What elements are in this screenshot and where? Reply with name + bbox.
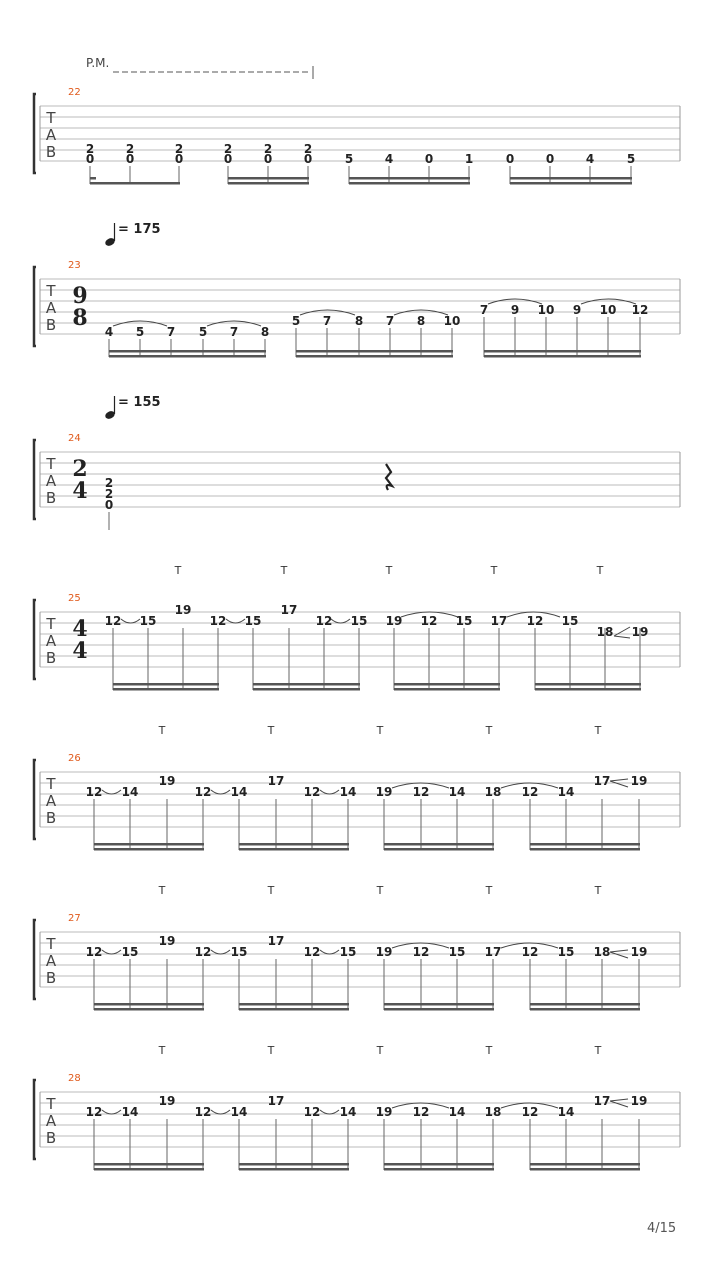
staff-system-28 [34,1080,680,1159]
slide-line [610,779,628,781]
fret-number: 15 [455,614,473,628]
fret-number: 10 [443,314,461,328]
fret-number: 19 [630,945,648,959]
fret-number: 14 [557,1105,575,1119]
fret-number: 17 [593,1094,611,1108]
beam-secondary [296,350,453,353]
beam [94,1008,204,1011]
tap-marker: T [376,1044,384,1057]
fret-number: 9 [510,303,520,317]
fret-number: 12 [521,945,539,959]
tap-marker: T [174,564,182,577]
time-signature-bottom: 4 [72,638,88,664]
fret-number: 15 [557,945,575,959]
tempo-marking: = 175 [118,222,161,237]
fret-number: 19 [375,785,393,799]
fret-number: 12 [526,614,544,628]
slide-line [610,1099,628,1101]
fret-number: 12 [194,1105,212,1119]
fret-number: 15 [339,945,357,959]
beam-secondary [510,177,632,180]
fret-number: 0 [174,152,184,166]
measure-number: 28 [68,1073,81,1084]
staff-system-23 [34,267,680,346]
fret-number: 18 [596,625,614,639]
beam-secondary [253,683,360,686]
beam-secondary [394,683,500,686]
fret-number: 18 [484,1105,502,1119]
fret-number: 12 [104,614,122,628]
fret-number: 5 [198,325,208,339]
beam-secondary [94,843,204,846]
tab-letter-a: A [45,952,57,970]
beam-secondary [530,1003,640,1006]
tap-marker: T [158,1044,166,1057]
fret-number: 2 [303,142,313,156]
fret-number: 4 [585,152,595,166]
fret-number: 7 [229,325,239,339]
measure-number: 25 [68,593,81,604]
tap-marker: T [594,1044,602,1057]
tap-marker: T [158,884,166,897]
tab-letter-a: A [45,632,57,650]
beam [239,1168,349,1171]
beam-secondary [349,177,470,180]
tab-letter-t: T [46,455,56,473]
fret-number: 4 [104,325,114,339]
tap-marker: T [158,724,166,737]
fret-number: 15 [121,945,139,959]
beam-secondary [384,1003,494,1006]
fret-number: 2 [263,142,273,156]
tab-letter-t: T [46,1095,56,1113]
fret-number: 19 [174,603,192,617]
tap-marker: T [485,1044,493,1057]
fret-number: 19 [630,1094,648,1108]
fret-number: 15 [244,614,262,628]
tab-letter-t: T [46,615,56,633]
fret-number: 2 [174,142,184,156]
fret-number: 5 [626,152,636,166]
tap-marker: T [280,564,288,577]
tab-letter-b: B [45,969,57,987]
hammer-on-slur [226,619,245,623]
staff-system-26 [34,760,680,839]
measure-number: 26 [68,753,81,764]
time-signature-top: 4 [72,616,88,642]
beam [394,688,500,691]
beam [510,182,632,185]
system-bracket [34,267,36,346]
hammer-on-slur [320,790,339,794]
fret-number: 17 [267,774,285,788]
fret-number: 7 [322,314,332,328]
fret-number: 0 [424,152,434,166]
fret-number: 0 [303,152,313,166]
tab-letter-t: T [46,775,56,793]
tap-marker: T [376,884,384,897]
fret-number: 17 [484,945,502,959]
fret-number: 12 [194,945,212,959]
time-signature-top: 9 [72,283,88,309]
fret-number: 9 [572,303,582,317]
beam-secondary [384,1163,494,1166]
tap-marker: T [485,724,493,737]
beam [530,848,640,851]
fret-number: 8 [260,325,270,339]
hammer-on-slur [121,619,140,623]
tap-marker: T [594,724,602,737]
tap-marker: T [385,564,393,577]
fret-number: 4 [384,152,394,166]
fret-number: 8 [354,314,364,328]
beam [384,1008,494,1011]
beam-secondary [535,683,641,686]
fret-number: 2 [125,142,135,156]
fret-number: 14 [557,785,575,799]
slide-line [610,952,628,958]
fret-number: 19 [375,1105,393,1119]
beam [349,182,470,185]
fret-number: 12 [420,614,438,628]
beam-secondary [94,1003,204,1006]
fret-number: 10 [537,303,555,317]
beam [94,1168,204,1171]
tab-letter-a: A [45,126,57,144]
fret-number: 12 [85,945,103,959]
fret-number: 8 [416,314,426,328]
fret-number: 12 [303,945,321,959]
beam-secondary [530,1163,640,1166]
fret-number: 0 [104,498,114,512]
fret-number: 5 [344,152,354,166]
beam-secondary [228,177,309,180]
fret-number: 17 [280,603,298,617]
fret-number: 12 [194,785,212,799]
fret-number: 12 [631,303,649,317]
page-number: 4/15 [647,1221,677,1236]
beam-secondary [239,843,349,846]
time-signature-bottom: 8 [72,305,88,331]
hammer-on-slur [102,950,121,954]
fret-number: 14 [230,785,248,799]
fret-number: 12 [521,1105,539,1119]
fret-number: 7 [166,325,176,339]
fret-number: 15 [448,945,466,959]
quarter-rest-icon [386,464,392,490]
fret-number: 7 [479,303,489,317]
tab-letter-b: B [45,143,57,161]
fret-number: 12 [315,614,333,628]
beam [530,1008,640,1011]
slide-line [610,1101,628,1107]
system-bracket [34,600,36,679]
hammer-on-slur [320,1110,339,1114]
fret-number: 14 [121,1105,139,1119]
tab-letter-t: T [46,109,56,127]
hammer-on-slur [102,790,121,794]
tab-letter-b: B [45,809,57,827]
tab-letter-a: A [45,472,57,490]
hammer-on-slur [320,950,339,954]
fret-number: 12 [303,1105,321,1119]
beam [384,848,494,851]
palm-mute-label: P.M. [86,56,110,70]
fret-number: 19 [375,945,393,959]
fret-number: 12 [412,945,430,959]
system-bracket [34,760,36,839]
staff-system-27 [34,920,680,999]
fret-number: 14 [339,785,357,799]
tap-marker: T [485,884,493,897]
fret-number: 12 [303,785,321,799]
fret-number: 0 [545,152,555,166]
tap-marker: T [490,564,498,577]
beam [253,688,360,691]
fret-number: 12 [209,614,227,628]
fret-number: 2 [104,476,114,490]
fret-number: 0 [263,152,273,166]
tab-letter-t: T [46,282,56,300]
tempo-marking: = 155 [118,395,161,410]
staff-system-25 [34,600,680,679]
tap-marker: T [596,564,604,577]
beam [113,688,219,691]
beam [90,182,180,185]
fret-number: 2 [85,142,95,156]
beam [530,1168,640,1171]
beam [484,355,641,358]
beam [228,182,309,185]
fret-number: 15 [350,614,368,628]
fret-number: 0 [223,152,233,166]
tap-marker: T [267,724,275,737]
tab-letter-t: T [46,935,56,953]
tap-marker: T [267,884,275,897]
fret-number: 18 [484,785,502,799]
fret-number: 19 [631,625,649,639]
beam-secondary [239,1003,349,1006]
fret-number: 14 [448,785,466,799]
fret-number: 15 [139,614,157,628]
hammer-on-slur [211,790,230,794]
fret-number: 5 [135,325,145,339]
slide-line [610,781,628,787]
measure-number: 24 [68,433,81,444]
fret-number: 17 [267,1094,285,1108]
beam [239,1008,349,1011]
beam-secondary [384,843,494,846]
fret-number: 12 [85,785,103,799]
tab-letter-b: B [45,1129,57,1147]
slide-line [614,636,630,638]
beam [239,848,349,851]
fret-number: 12 [412,785,430,799]
beam-secondary [530,843,640,846]
fret-number: 10 [599,303,617,317]
measure-number: 22 [68,87,81,98]
fret-number: 12 [412,1105,430,1119]
system-bracket [34,440,36,519]
slide-line [614,627,630,636]
fret-number: 0 [85,152,95,166]
fret-number: 19 [158,774,176,788]
fret-number: 19 [158,934,176,948]
fret-number: 14 [121,785,139,799]
fret-number: 17 [593,774,611,788]
hammer-on-slur [331,619,350,623]
staff-system-24 [34,440,680,519]
fret-number: 2 [223,142,233,156]
fret-number: 19 [385,614,403,628]
measure-number: 23 [68,260,81,271]
fret-number: 17 [490,614,508,628]
fret-number: 14 [339,1105,357,1119]
beam-secondary [484,350,641,353]
beam-secondary [94,1163,204,1166]
hammer-on-slur [211,1110,230,1114]
fret-number: 14 [230,1105,248,1119]
fret-number: 14 [448,1105,466,1119]
beam [535,688,641,691]
beam-secondary [239,1163,349,1166]
fret-number: 15 [561,614,579,628]
tap-marker: T [376,724,384,737]
tab-letter-a: A [45,1112,57,1130]
system-bracket [34,94,36,173]
fret-number: 7 [385,314,395,328]
beam [94,848,204,851]
measure-number: 27 [68,913,81,924]
beam [296,355,453,358]
hammer-on-slur [211,950,230,954]
tab-letter-b: B [45,316,57,334]
fret-number: 0 [125,152,135,166]
tap-marker: T [594,884,602,897]
time-signature-top: 2 [72,456,88,482]
fret-number: 12 [521,785,539,799]
tab-letter-a: A [45,792,57,810]
slide-line [610,950,628,952]
beam-partial [90,177,96,180]
time-signature-bottom: 4 [72,478,88,504]
fret-number: 17 [267,934,285,948]
fret-number: 15 [230,945,248,959]
hammer-on-slur [102,1110,121,1114]
tab-letter-b: B [45,649,57,667]
fret-number: 18 [593,945,611,959]
beam [384,1168,494,1171]
fret-number: 12 [85,1105,103,1119]
fret-number: 1 [464,152,474,166]
fret-number: 19 [158,1094,176,1108]
system-bracket [34,1080,36,1159]
tab-letter-b: B [45,489,57,507]
beam-secondary [113,683,219,686]
fret-number: 0 [505,152,515,166]
fret-number: 19 [630,774,648,788]
system-bracket [34,920,36,999]
fret-number: 2 [104,487,114,501]
fret-number: 5 [291,314,301,328]
tap-marker: T [267,1044,275,1057]
beam [109,355,266,358]
tab-letter-a: A [45,299,57,317]
beam-secondary [109,350,266,353]
